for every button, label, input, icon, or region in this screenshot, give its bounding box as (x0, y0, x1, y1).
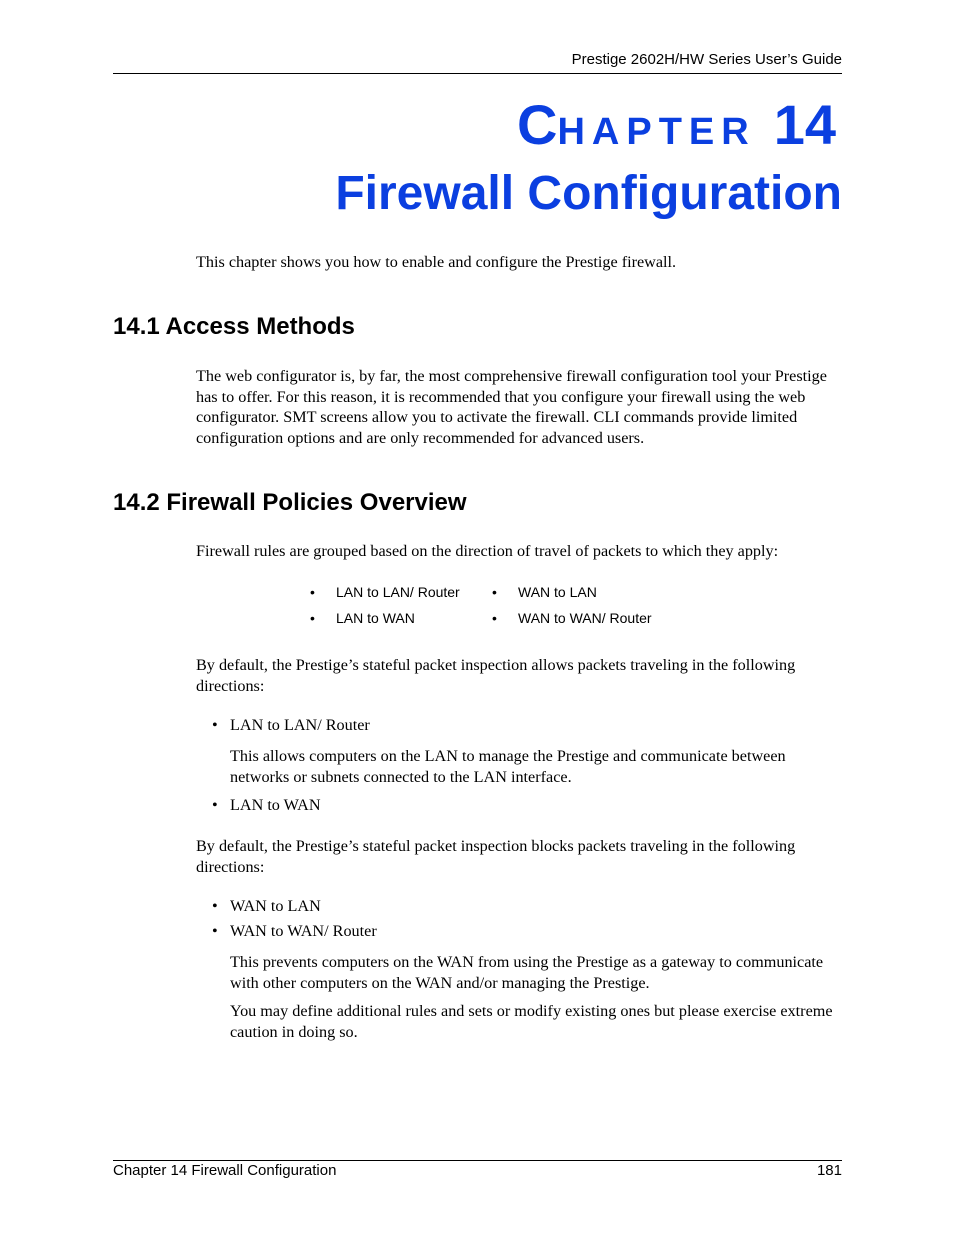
footer-chapter: Chapter 14 Firewall Configuration (113, 1162, 337, 1179)
page-number: 181 (816, 1162, 842, 1179)
chapter-label-rest: HAPTER (557, 111, 756, 153)
allow-item-desc: This allows computers on the LAN to manage the Prestige and communicate between networks or subnets connected to the LAN interface. (230, 747, 786, 786)
chapter-label-cap: C (517, 93, 558, 156)
section-heading-policies-overview: 14.2 Firewall Policies Overview (113, 489, 467, 516)
chapter-label (517, 93, 836, 156)
list-item: • WAN to LAN (212, 897, 321, 915)
block-intro: By default, the Prestige’s stateful packet inspection blocks packets traveling in the following directions: (196, 837, 796, 876)
list-item: • LAN to WAN (310, 610, 415, 626)
allow-intro: By default, the Prestige’s stateful packet inspection allows packets traveling in the following directions: (196, 656, 796, 695)
chapter-title: Firewall Configuration (335, 167, 842, 220)
running-header: Prestige 2602H/HW Series User’s Guide (571, 51, 842, 68)
list-item: • WAN to WAN/ Router (492, 610, 652, 626)
header-rule (113, 73, 842, 74)
list-item: • LAN to WAN (212, 796, 321, 814)
policies-intro: Firewall rules are grouped based on the direction of travel of packets to which they apply: (196, 542, 779, 560)
footer-rule (113, 1160, 842, 1161)
list-item: • WAN to LAN (492, 584, 597, 600)
chapter-intro: This chapter shows you how to enable and configure the Prestige firewall. (196, 253, 677, 271)
list-item: • LAN to LAN/ Router (310, 584, 460, 600)
chapter-number: 14 (773, 93, 836, 156)
caution-note: You may define additional rules and sets or modify existing ones but please exercise extreme caution in doing so. (230, 1002, 833, 1041)
block-item-desc: This prevents computers on the WAN from using the Prestige as a gateway to communicate with other computers on the WAN and/or managing the Prestige. (230, 953, 824, 992)
list-item: • LAN to LAN/ Router (212, 716, 370, 734)
access-methods-body: The web configurator is, by far, the most comprehensive firewall configuration tool your Prestige has to offer. For this reason, it is recommended that you configure your firewall using the web configurator. SMT screens allow you to activate the firewall. CLI commands provide limited configuration options and are only recommended for advanced users. (196, 367, 827, 447)
list-item: • WAN to WAN/ Router (212, 922, 377, 940)
section-heading-access-methods: 14.1 Access Methods (113, 313, 355, 340)
